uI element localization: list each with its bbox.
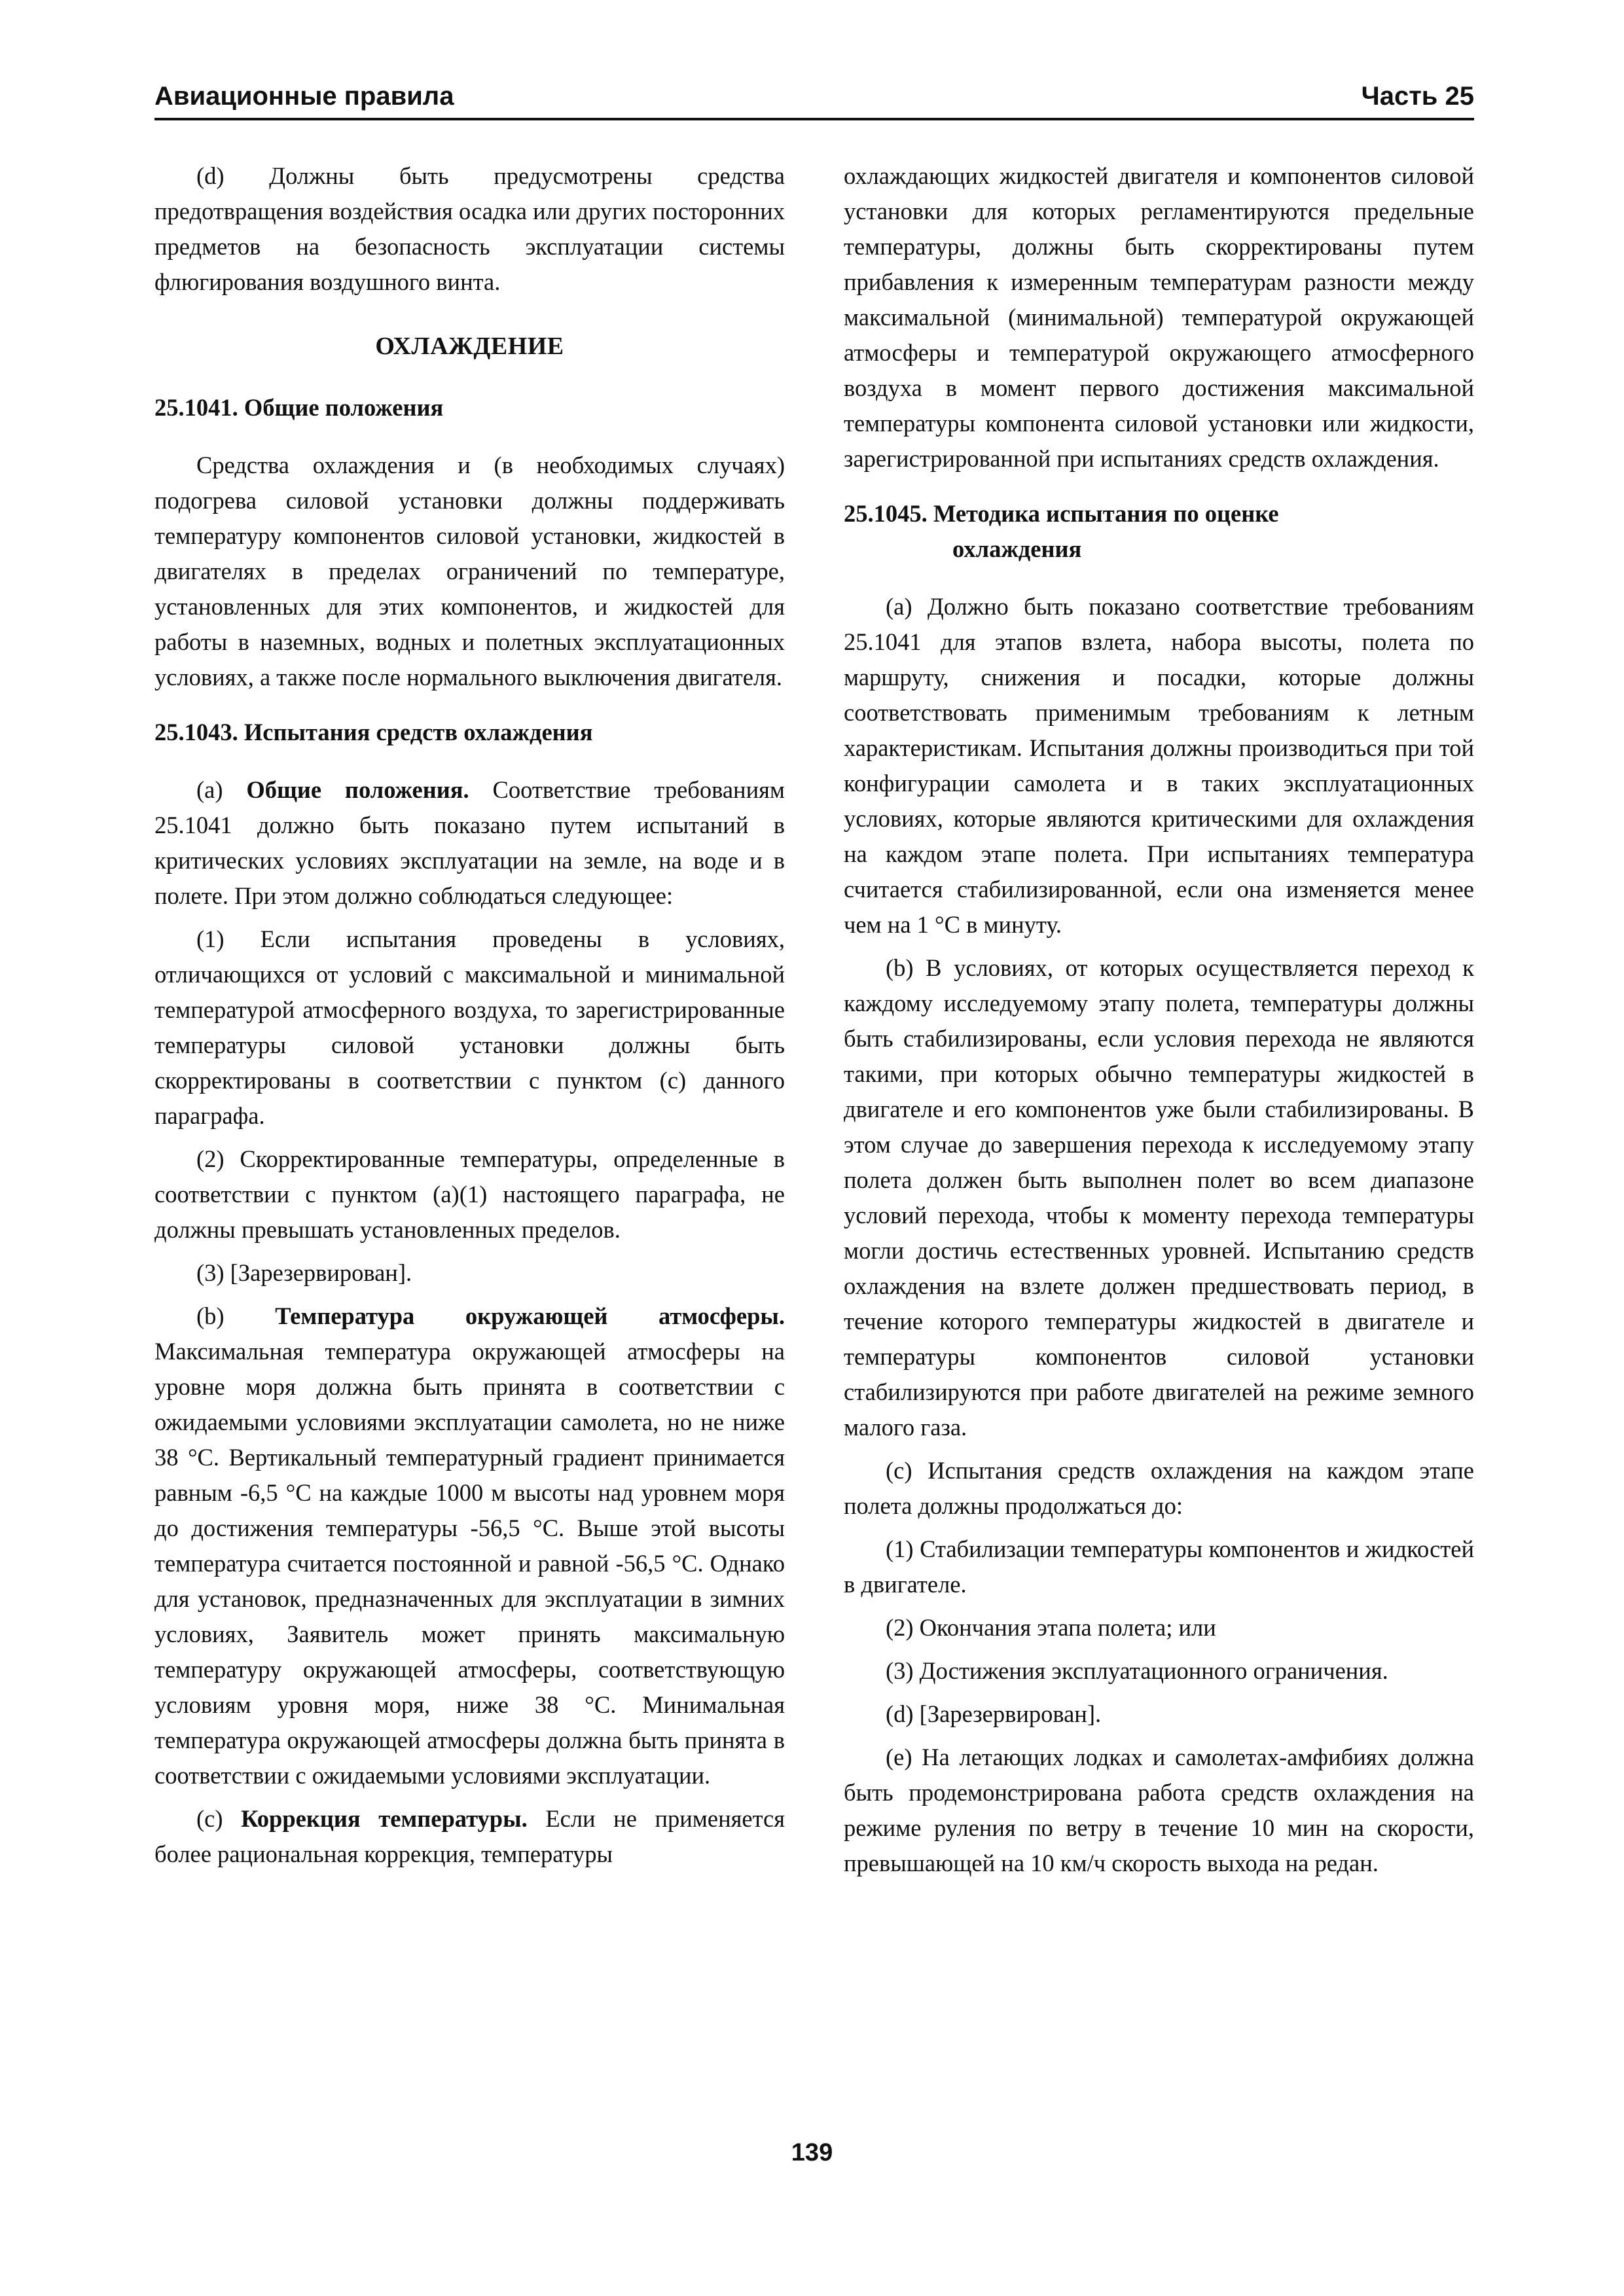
paragraph-1045-d: (d) [Зарезервирован].: [886, 1700, 1102, 1727]
right-column: [844, 158, 1474, 1889]
paragraph-1045-c: (c) Испытания средств охлаждения на каждом этапе полета должны продолжаться до:: [844, 1457, 1474, 1519]
paragraph-1043-a: (a) Общие положения. Соответствие требованиям 25.1041 должно быть показано путем испытаний в критических условиях эксплуатации на земле, на воде и в полете. При этом должно соблюдаться следующее:: [154, 776, 785, 909]
header-title: Авиационные правила: [154, 82, 454, 111]
left-column: [154, 158, 785, 1880]
paragraph-1043-c-title: Коррекция температуры.: [241, 1805, 528, 1832]
paragraph-1045-e: (e) На летающих лодках и самолетах-амфибиях должна быть продемонстрирована работа средств охлаждения на режиме руления по ветру в течение 10 мин на скорости, превышающей на 10 км/ч скорость выхода на редан.: [844, 1744, 1474, 1876]
paragraph-1045-c1: (1) Стабилизации температуры компонентов и жидкостей в двигателе.: [844, 1535, 1474, 1598]
paragraph-d-feathering: (d) Должны быть предусмотрены средства предотвращения воздействия осадка или других посторонних предметов на безопасность эксплуатации системы флюгирования воздушного винта.: [154, 162, 785, 295]
paragraph-1043-c: (c) Коррекция температуры. Если не применяется более рациональная коррекция, температуры: [154, 1805, 785, 1867]
paragraph-1043-a1: (1) Если испытания проведены в условиях, отличающихся от условий с максимальной и минимальной температурой атмосферного воздуха, то зарегистрированные температуры силовой установки должны быть скорректированы в соответствии с пунктом (c) данного параграфа.: [154, 925, 785, 1129]
section-title-cooling: ОХЛАЖДЕНИЕ: [375, 332, 564, 360]
page-number: 139: [791, 2139, 833, 2166]
paragraph-1043-a-title: Общие положения.: [246, 776, 469, 803]
paragraph-1043-a3: (3) [Зарезервирован].: [196, 1259, 412, 1286]
paragraph-1045-c3: (3) Достижения эксплуатационного ограничения.: [886, 1657, 1388, 1684]
paragraph-1043-b-title: Температура окружающей атмосферы.: [275, 1302, 785, 1329]
paragraph-1045-c2: (2) Окончания этапа полета; или: [886, 1614, 1216, 1641]
heading-25-1043: 25.1043. Испытания средств охлаждения: [154, 719, 593, 745]
page-header: [154, 73, 1474, 120]
heading-25-1045: 25.1045. Методика испытания по оценке охлаждения: [844, 500, 1279, 562]
paragraph-1043-a2: (2) Скорректированные температуры, определенные в соответствии с пунктом (a)(1) настоящего параграфа, не должны превышать установленных пределов.: [154, 1145, 785, 1243]
heading-25-1041: 25.1041. Общие положения: [154, 394, 444, 421]
header-part: Часть 25: [1361, 82, 1474, 111]
paragraph-1043-c-continued: охлаждающих жидкостей двигателя и компонентов силовой установки для которых регламентируются предельные температуры, должны быть скорректированы путем прибавления к измеренным температурам разности между максимальной (минимальной) температурой окружающей атмосферы и температурой окружающего атмосферного воздуха в момент первого достижения максимальной температуры компонента силовой установки или жидкости, зарегистрированной при испытаниях средств охлаждения.: [844, 162, 1474, 472]
paragraph-1045-a: (a) Должно быть показано соответствие требованиям 25.1041 для этапов взлета, набора высоты, полета по маршруту, снижения и посадки, которые должны соответствовать применимым требованиям к летным характеристикам. Испытания должны производиться при той конфигурации самолета и в таких эксплуатационных условиях, которые являются критическими для охлаждения на каждом этапе полета. При испытаниях температура считается стабилизированной, если она изменяется менее чем на 1 °С в минуту.: [844, 593, 1474, 938]
paragraph-25-1041: Средства охлаждения и (в необходимых случаях) подогрева силовой установки должны поддерживать температуру компонентов силовой установки, жидкостей в двигателях в пределах ограничений по температуре, установленных для этих компонентов, и жидкостей для работы в наземных, водных и полетных эксплуатационных условиях, а также после нормального выключения двигателя.: [154, 452, 785, 691]
paragraph-1045-b: (b) В условиях, от которых осуществляется переход к каждому исследуемому этапу полета, температуры должны быть стабилизированы, если условия перехода не являются такими, при которых обычно температуры жидкостей в двигателе и его компонентов уже были стабилизированы. В этом случае до завершения перехода к исследуемому этапу полета должен быть выполнен полет во всем диапазоне условий перехода, чтобы к моменту перехода температуры могли достичь естественных уровней. Испытанию средств охлаждения на взлете должен предшествовать период, в течение которого температуры жидкостей в двигателе и температуры компонентов силовой установки стабилизируются при работе двигателей на режиме земного малого газа.: [844, 954, 1474, 1441]
paragraph-1043-b: (b) Температура окружающей атмосферы. Максимальная температура окружающей атмосферы на уровне моря должна быть принята в соответствии с ожидаемыми условиями эксплуатации самолета, но не ниже 38 °С. Вертикальный температурный градиент принимается равным -6,5 °С на каждые 1000 м высоты над уровнем моря до достижения температуры -56,5 °С. Выше этой высоты температура считается постоянной и равной -56,5 °С. Однако для установок, предназначенных для эксплуатации в зимних условиях, Заявитель может принять максимальную температуру окружающей атмосферы, соответствующую условиям уровня моря, ниже 38 °С. Минимальная температура окружающей атмосферы должна быть принята в соответствии с ожидаемыми условиями эксплуатации.: [154, 1302, 785, 1789]
